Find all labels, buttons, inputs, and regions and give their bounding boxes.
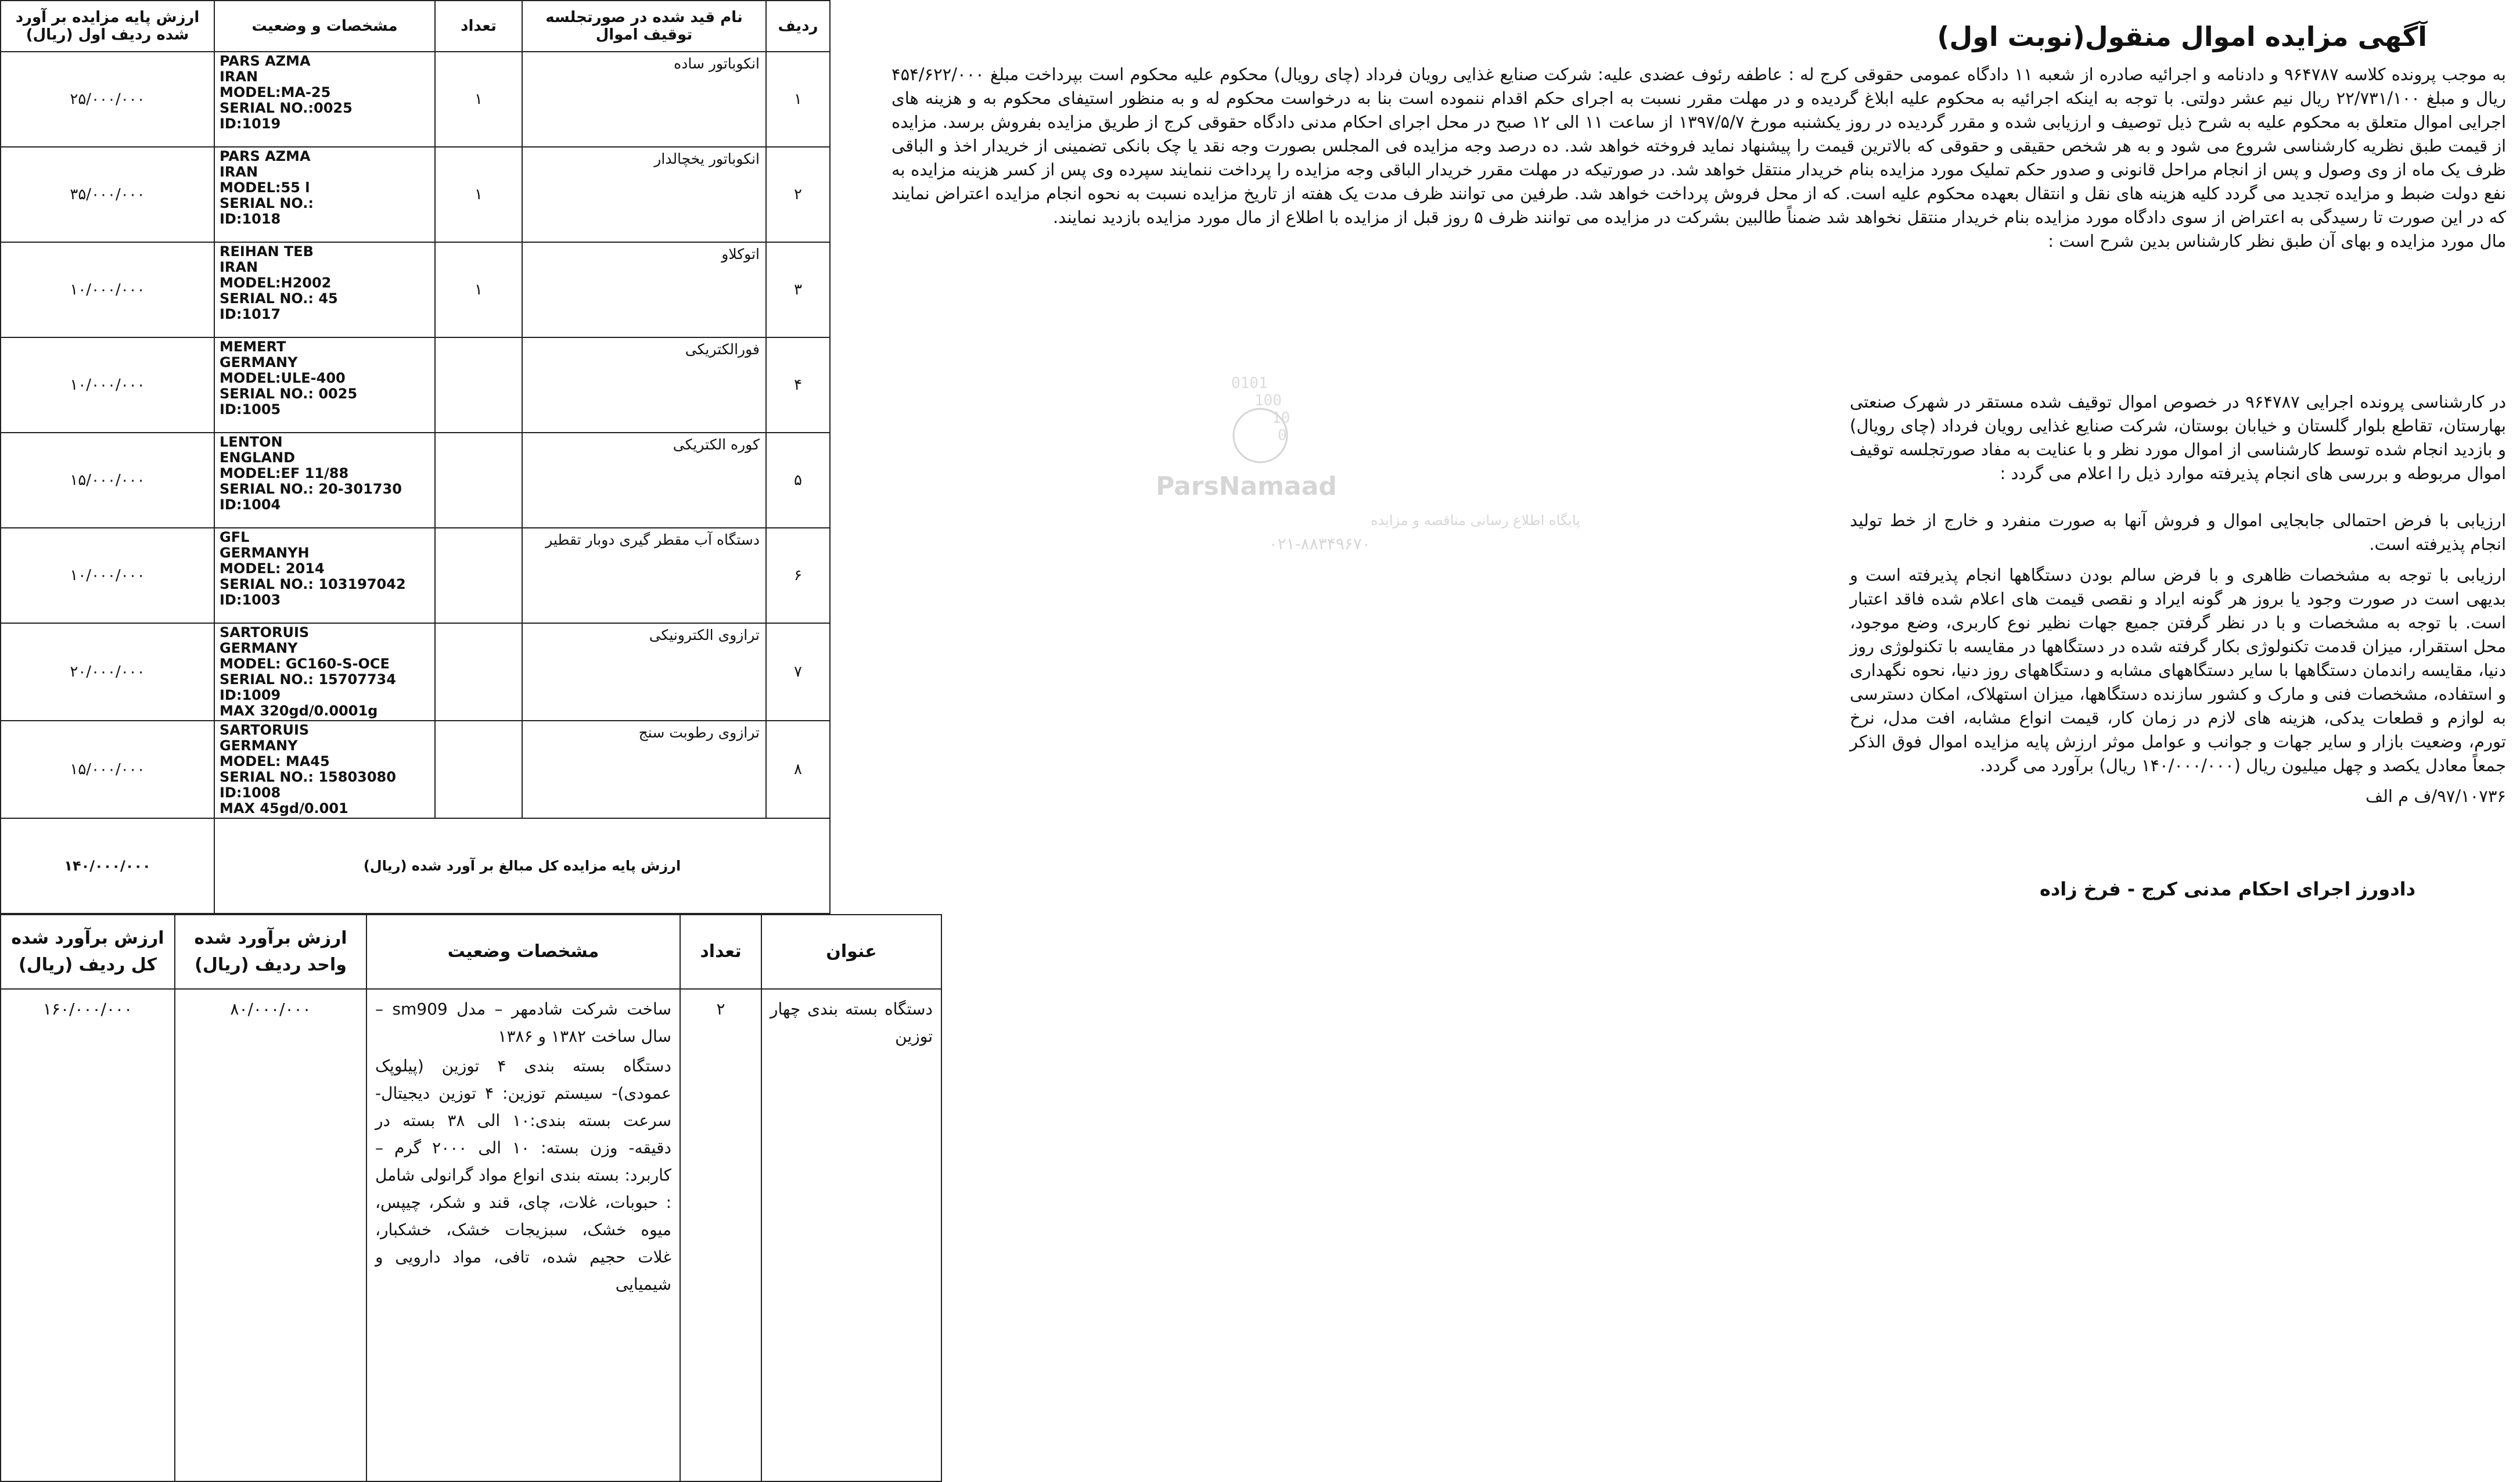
total-value: ۱۴۰/۰۰۰/۰۰۰ bbox=[1, 818, 214, 913]
spec-line: SERIAL NO.: 20-301730 bbox=[220, 481, 402, 497]
row-spec bbox=[214, 721, 435, 818]
watermark-phone: ۰۲۱-۸۸۳۴۹۶۷۰ bbox=[1268, 534, 1371, 553]
spec-line: ID:1018 bbox=[220, 211, 281, 227]
row-item-name: فورالکتریکی bbox=[522, 337, 766, 433]
watermark-brand: ParsNamaad bbox=[1156, 472, 1337, 501]
spec-line: SARTORUIS bbox=[220, 624, 310, 641]
row-value: ۲۵/۰۰۰/۰۰۰ bbox=[1, 52, 214, 147]
row-unit-value: ۸۰/۰۰۰/۰۰۰ bbox=[175, 989, 366, 1481]
row-spec bbox=[214, 528, 435, 623]
row-number: ۲ bbox=[766, 147, 830, 242]
row-item-name: کوره الکتریکی bbox=[522, 433, 766, 528]
spec-line: ID:1017 bbox=[220, 306, 281, 322]
svg-text:100: 100 bbox=[1254, 392, 1282, 409]
row-count bbox=[435, 623, 522, 721]
spec-line: SERIAL NO.: 15707734 bbox=[220, 671, 396, 688]
items-table-header bbox=[1, 1, 830, 52]
spec-line: SARTORUIS bbox=[220, 722, 310, 738]
signature: دادورز اجرای احکام مدنی کرج - فرخ زاده bbox=[2039, 878, 2415, 900]
spec-line: ID:1008 bbox=[220, 785, 281, 801]
row-count: ۱ bbox=[435, 147, 522, 242]
header-item-name: نام قید شده در صورتجلسه توقیف اموال bbox=[522, 1, 766, 52]
spec-line: GERMANY bbox=[220, 640, 298, 656]
row-item-name: ترازوی رطوبت سنج bbox=[522, 721, 766, 818]
row-title: دستگاه بسته بندی چهار توزین bbox=[761, 989, 941, 1481]
spec-line: MODEL:H2002 bbox=[220, 275, 332, 291]
spec-line: SERIAL NO.: 15803080 bbox=[220, 769, 396, 785]
row-value: ۳۵/۰۰۰/۰۰۰ bbox=[1, 147, 214, 242]
spec-line: MEMERT bbox=[220, 339, 286, 355]
spec-line: MODEL: 2014 bbox=[220, 560, 325, 577]
row-value: ۲۰/۰۰۰/۰۰۰ bbox=[1, 623, 214, 721]
row-spec bbox=[214, 433, 435, 528]
expert-table-header bbox=[1, 915, 941, 989]
spec-line: GERMANY bbox=[220, 738, 298, 754]
row-count bbox=[435, 528, 522, 623]
header-title: عنوان bbox=[761, 915, 941, 989]
row-number: ۵ bbox=[766, 433, 830, 528]
svg-text:0: 0 bbox=[1278, 427, 1287, 444]
table-row bbox=[1, 242, 830, 337]
table-row bbox=[1, 528, 830, 623]
row-item-name: انکوباتور ساده bbox=[522, 52, 766, 147]
table-row bbox=[1, 52, 830, 147]
reference-number: ۹۷/۱۰۷۳۶/ف م الف bbox=[2366, 786, 2506, 806]
expert-paragraph: در کارشناسی پرونده اجرایی ۹۶۴۷۸۷ در خصوص اموال توقیف شده مستقر در شهرک صنعتی بهارستان، تقاطع بلوار گلستان و خیابان بوستان، شرکت صنایع غذایی رویان فرداد (چای رویال) و بازدید انجام شده توسط کارشناسی از اموال مورد نظر و با عنایت به مفاد صورتجلسه توقیف اموال مربوطه و بررسی های انجام پذیرفته موارد ذیل را اعلام می گردد : bbox=[1850, 392, 2506, 483]
spec-line: MODEL:55 ا bbox=[220, 179, 310, 196]
row-number: ۱ bbox=[766, 52, 830, 147]
notice-title: آگهی مزایده اموال منقول(نوبت اول) bbox=[1937, 21, 2427, 52]
items-table bbox=[0, 0, 831, 914]
notice-intro bbox=[891, 63, 2506, 253]
row-value: ۱۰/۰۰۰/۰۰۰ bbox=[1, 528, 214, 623]
spec-line: REIHAN TEB bbox=[220, 243, 314, 260]
row-number: ۸ bbox=[766, 721, 830, 818]
spec-line: MODEL: GC160-S-OCE bbox=[220, 656, 390, 672]
spec-line: ID:1019 bbox=[220, 116, 281, 132]
spec-line: ID:1003 bbox=[220, 592, 281, 608]
row-item-name: ترازوی الکترونیکی bbox=[522, 623, 766, 721]
row-item-name: اتوکلاو bbox=[522, 242, 766, 337]
assessment-paragraph-1: ارزیابی با فرض احتمالی جابجایی اموال و فروش آنها به صورت منفرد و خارج از خط تولید انجام پذیرفته است. bbox=[1850, 510, 2506, 554]
header-spec: مشخصات و وضعیت bbox=[214, 1, 435, 52]
header-unit-value: ارزش برآورد شده واحد ردیف (ریال) bbox=[175, 915, 366, 989]
row-spec bbox=[214, 52, 435, 147]
row-count: ۱ bbox=[435, 52, 522, 147]
svg-text:10: 10 bbox=[1272, 409, 1290, 427]
row-spec-manufacture: ساخت شرکت شادمهر – مدل sm909 – سال ساخت ۱۳۸۲ و ۱۳۸۶ bbox=[375, 999, 671, 1046]
intro-items-lead: مال مورد مزایده و بهای آن طبق نظر کارشناس بدین شرح است : bbox=[2048, 231, 2506, 251]
row-spec bbox=[214, 147, 435, 242]
row-spec bbox=[366, 989, 680, 1481]
intro-paragraph: به موجب پرونده کلاسه ۹۶۴۷۸۷ و دادنامه و اجرائیه صادره از شعبه ۱۱ دادگاه عمومی حقوقی کرج له : عاطفه رئوف عضدی علیه: شرکت صنایع غذایی رویان فرداد (چای رویال) محکوم علیه محکوم است بپرداخت مبلغ ۴۵۴/۶۲۲/۰۰۰ ریال و مبلغ ۲۲/۷۳۱/۱۰۰ ریال نیم عشر دولتی. با توجه به اینکه اجرائیه به محکوم علیه ابلاغ گردیده و در مهلت مقرر نسبت به اجرای حکم اقدام ننموده است بنا به درخواست محکوم له و به منظور استیفای محکوم به و هزینه های اجرایی اموال متعلق به محکوم علیه به شرح ذیل توصیف و ارزیابی شده و مقرر گردیده در روز یکشنبه مورخ ۱۳۹۷/۵/۷ از ساعت ۱۱ الی ۱۲ صبح در محل اجرای احکام مدنی دادگاه حقوقی کرج از طریق مزایده بفروش برسد. مزایده از قیمت طبق نظریه کارشناسی شروع می شود و به هر شخص حقیقی و حقوقی که بالاترین قیمت را پیشنهاد نماید فروخته خواهد شد. ده درصد وجه مزایده فی المجلس بصورت وجه نقد یا چک بانکی تضمینی از خریدار اخذ و الباقی ظرف یک ماه از وی وصول و پس از انجام مراحل قانونی و صدور حکم تملیک مورد مزایده بنام خریدار منتقل خواهد شد. در صورتیکه در مهلت مقرر خریدار الباقی وجه مزایده را پرداخت ننمایند سپرده وی پس از کسر هزینه مزایده به نفع دولت ضبط و مزایده تجدید می گردد کلیه هزینه های نقل و انتقال بعهده محکوم علیه است. که از محل فروش پرداخت خواهد شد. طرفین می توانند ظرف مدت یک هفته از تاریخ مزایده نسبت به نحوه انجام مزایده اعتراض نمایند که در این صورت تا رسیدگی به اعتراض از سوی دادگاه مورد مزایده بنام خریدار منتقل نخواهد شد ضمناً طالبین بشرکت در مزایده می توانند ظرف ۵ روز قبل از مزایده با اطلاع از مال مورد مزایده بازدید نمایند. bbox=[891, 64, 2506, 227]
spec-line: SERIAL NO.:0025 bbox=[220, 100, 353, 116]
spec-line: LENTON bbox=[220, 434, 283, 450]
parsnamaad-watermark bbox=[1138, 372, 1580, 569]
spec-line: IRAN bbox=[220, 164, 258, 180]
table-row bbox=[1, 721, 830, 818]
header-count: تعداد bbox=[435, 1, 522, 52]
spec-line: MAX 45gd/0.001 bbox=[220, 800, 348, 816]
spec-line: MAX 320gd/0.0001g bbox=[220, 703, 378, 719]
row-count bbox=[435, 337, 522, 433]
row-item-name: انکوباتور یخچالدار bbox=[522, 147, 766, 242]
table-row bbox=[1, 337, 830, 433]
row-spec bbox=[214, 242, 435, 337]
row-count: ۱ bbox=[435, 242, 522, 337]
spec-line: IRAN bbox=[220, 69, 258, 85]
header-spec: مشخصات وضعیت bbox=[366, 915, 680, 989]
row-number: ۴ bbox=[766, 337, 830, 433]
row-count: ۲ bbox=[680, 989, 761, 1481]
spec-line: ID:1005 bbox=[220, 401, 281, 418]
spec-line: GERMANY bbox=[220, 354, 298, 370]
watermark-tagline: پایگاه اطلاع رسانی مناقصه و مزایده bbox=[1371, 512, 1580, 528]
spec-line: SERIAL NO.: 103197042 bbox=[220, 576, 406, 592]
row-spec-details: دستگاه بسته بندی ۴ توزین (پیلوپک عمودی)- سیستم توزین: ۴ توزین دیجیتال- سرعت بسته بندی:۱۰ الی ۳۸ بسته در دقیقه- وزن بسته: ۱۰ الی ۲۰۰۰ گرم – کاربرد: بسته بندی انواع مواد گرانولی شامل : حبوبات، غلات، چای، قند و شکر، چیپس، میوه خشک، سبزیجات خشک، خشکبار، غلات حجیم شده، تافی، مواد دارویی و شیمیایی bbox=[375, 1056, 672, 1294]
assessment-paragraph-2: ارزیابی با توجه به مشخصات ظاهری و با فرض سالم بودن دستگاهها انجام پذیرفته است و بدیهی است در صورت وجود یا بروز هر گونه ایراد و نقصی قیمت های اعلام شده فاقد اعتبار است. با توجه به مشخصات و با در نظر گرفتن جمیع جهات نظیر نوع کاربری، وضع موجود، محل استقرار، میزان قدمت تکنولوژی بکار گرفته شده در دستگاهها در مقایسه با تکنولوژی روز دنیا، مقایسه راندمان دستگاهها با سایر دستگاههای مشابه و دستگاههای روز دنیا، نحوه نگهداری و استفاده، مشخصات فنی و مارک و کشور سازنده دستگاهها، میزان استهلاک، امکان دسترسی به لوازم و قطعات یدکی، هزینه های لازم در زمان کار، قیمت انواع مشابه، افت مدل، نرخ تورم، وضعیت بازار و سایر جهات و جوانب و عوامل موثر ارزش پایه مزایده اموال فوق الذکر جمعاً معادل یکصد و چهل میلیون ریال (۱۴۰/۰۰۰/۰۰۰ ریال) برآورد می گردد. bbox=[1850, 565, 2506, 775]
spec-line: SERIAL NO.: 0025 bbox=[220, 386, 358, 402]
row-count bbox=[435, 721, 522, 818]
spec-line: MODEL:MA-25 bbox=[220, 84, 331, 100]
total-label: ارزش پایه مزایده کل مبالغ بر آورد شده (ریال) bbox=[214, 818, 830, 913]
expert-table bbox=[0, 914, 942, 1482]
svg-text:0101: 0101 bbox=[1231, 375, 1268, 392]
row-number: ۶ bbox=[766, 528, 830, 623]
spec-line: SERIAL NO.: bbox=[220, 195, 314, 211]
spec-line: MODEL: MA45 bbox=[220, 753, 330, 769]
table-row bbox=[1, 433, 830, 528]
row-spec bbox=[214, 337, 435, 433]
spec-line: PARS AZMA bbox=[220, 148, 311, 164]
spec-line: MODEL:ULE-400 bbox=[220, 370, 346, 386]
spec-line: IRAN bbox=[220, 259, 258, 275]
table-row bbox=[1, 989, 941, 1481]
spec-line: MODEL:EF 11/88 bbox=[220, 465, 349, 481]
spec-line: PARS AZMA bbox=[220, 53, 311, 69]
row-number: ۳ bbox=[766, 242, 830, 337]
row-total-value: ۱۶۰/۰۰۰/۰۰۰ bbox=[1, 989, 175, 1481]
spec-line: ID:1009 bbox=[220, 687, 281, 703]
row-value: ۱۵/۰۰۰/۰۰۰ bbox=[1, 721, 214, 818]
spec-line: GFL bbox=[220, 529, 250, 545]
row-count bbox=[435, 433, 522, 528]
row-number: ۷ bbox=[766, 623, 830, 721]
row-value: ۱۵/۰۰۰/۰۰۰ bbox=[1, 433, 214, 528]
header-total-value: ارزش برآورد شده کل ردیف (ریال) bbox=[1, 915, 175, 989]
spec-line: ID:1004 bbox=[220, 497, 281, 513]
header-value: ارزش پایه مزایده بر آورد شده ردیف اول (ریال) bbox=[1, 1, 214, 52]
total-row bbox=[1, 818, 830, 913]
row-value: ۱۰/۰۰۰/۰۰۰ bbox=[1, 337, 214, 433]
row-item-name: دستگاه آب مقطر گیری دوبار تقطیر bbox=[522, 528, 766, 623]
row-spec bbox=[214, 623, 435, 721]
spec-line: SERIAL NO.: 45 bbox=[220, 290, 338, 307]
expert-opinion bbox=[1850, 390, 2506, 815]
spec-line: ENGLAND bbox=[220, 449, 296, 466]
table-row bbox=[1, 147, 830, 242]
row-value: ۱۰/۰۰۰/۰۰۰ bbox=[1, 242, 214, 337]
table-row bbox=[1, 623, 830, 721]
header-count: تعداد bbox=[680, 915, 761, 989]
spec-line: GERMANYH bbox=[220, 545, 310, 561]
header-row-number: ردیف bbox=[766, 1, 830, 52]
